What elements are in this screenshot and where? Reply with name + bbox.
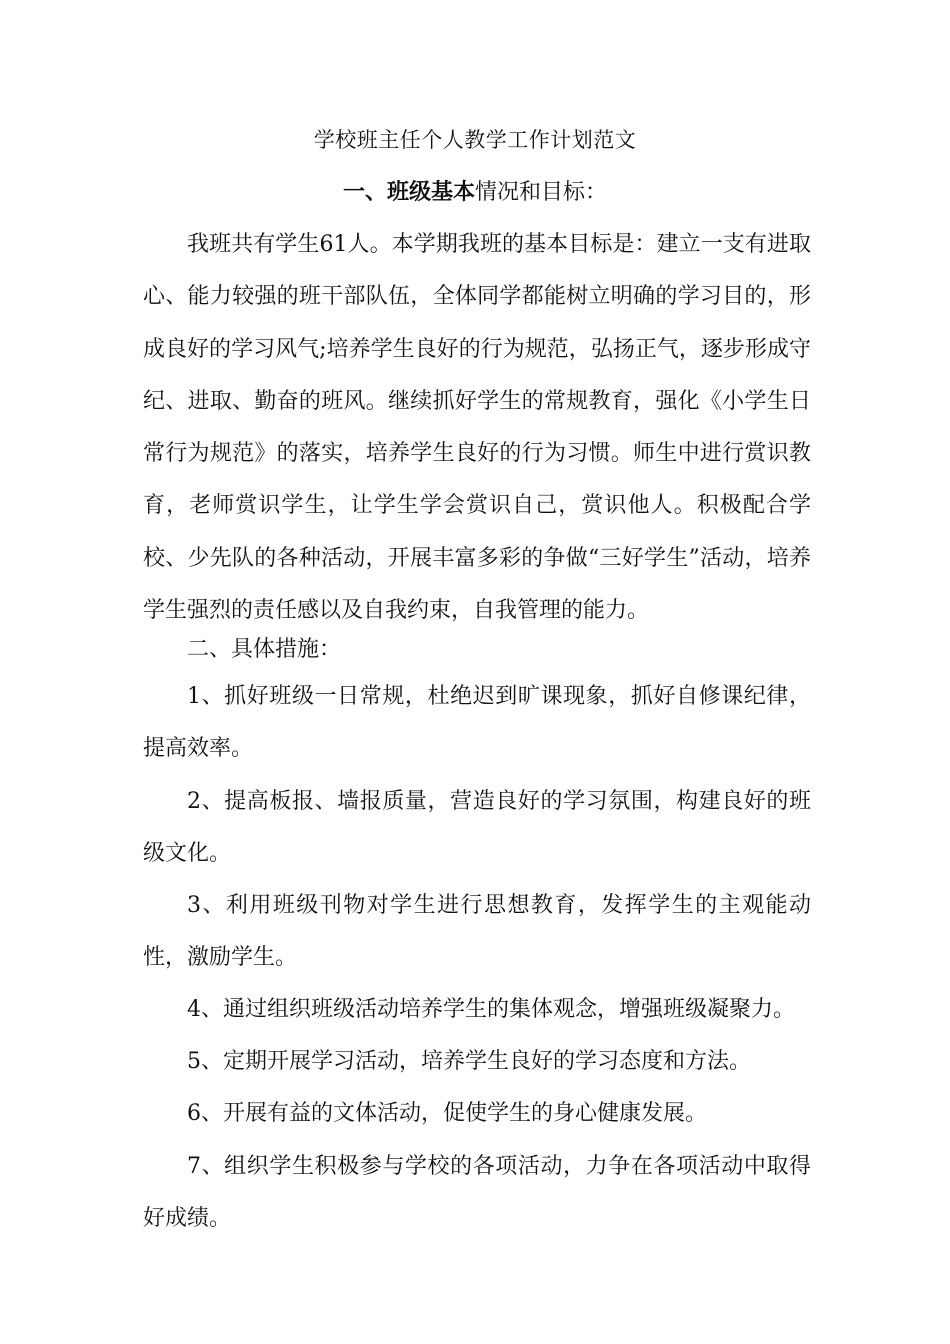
measure-item: 6、开展有益的文体活动，促使学生的身心健康发展。 — [187, 1101, 707, 1126]
measure-item: 2、提高板报、墙报质量，营造良好的学习氛围，构建良好的班级文化。 — [143, 789, 811, 867]
section2-heading: 二、具体措施： — [187, 637, 342, 662]
measure-item: 5、定期开展学习活动，培养学生良好的学习态度和方法。 — [187, 1049, 751, 1074]
section1-paragraph: 我班共有学生61人。本学期我班的基本目标是：建立一支有进取心、能力较强的班干部队伍，全体同学都能树立明确的学习目的，形成良好的学习风气;培养学生良好的行为规范，弘扬正气，逐步形成守纪、进取、勤奋的班风。继续抓好学生的常规教育，强化《小学生日常行为规范》的落实，培养学生良好的行为习惯。师生中进行赏识教育，老师赏识学生，让学生学会赏识自己，赏识他人。积极配合学校、少先队的各种活动，开展丰富多彩的争做“三好学生”活动，培养学生强烈的责任感以及自我约束，自我管理的能力。 — [143, 232, 811, 624]
document-title: 学校班主任个人教学工作计划范文 — [313, 128, 637, 152]
measure-item: 3、利用班级刊物对学生进行思想教育，发挥学生的主观能动性，激励学生。 — [143, 893, 811, 971]
section1-heading-bold: 一、班级基本 — [342, 179, 475, 205]
section1-heading-rest: 情况和目标： — [475, 180, 608, 205]
section1-heading — [0, 174, 950, 211]
measure-item: 4、通过组织班级活动培养学生的集体观念，增强班级凝聚力。 — [187, 997, 795, 1022]
measure-item: 7、组织学生积极参与学校的各项活动，力争在各项活动中取得好成绩。 — [143, 1154, 811, 1232]
measure-item: 1、抓好班级一日常规，杜绝迟到旷课现象，抓好自修课纪律，提高效率。 — [143, 684, 811, 762]
